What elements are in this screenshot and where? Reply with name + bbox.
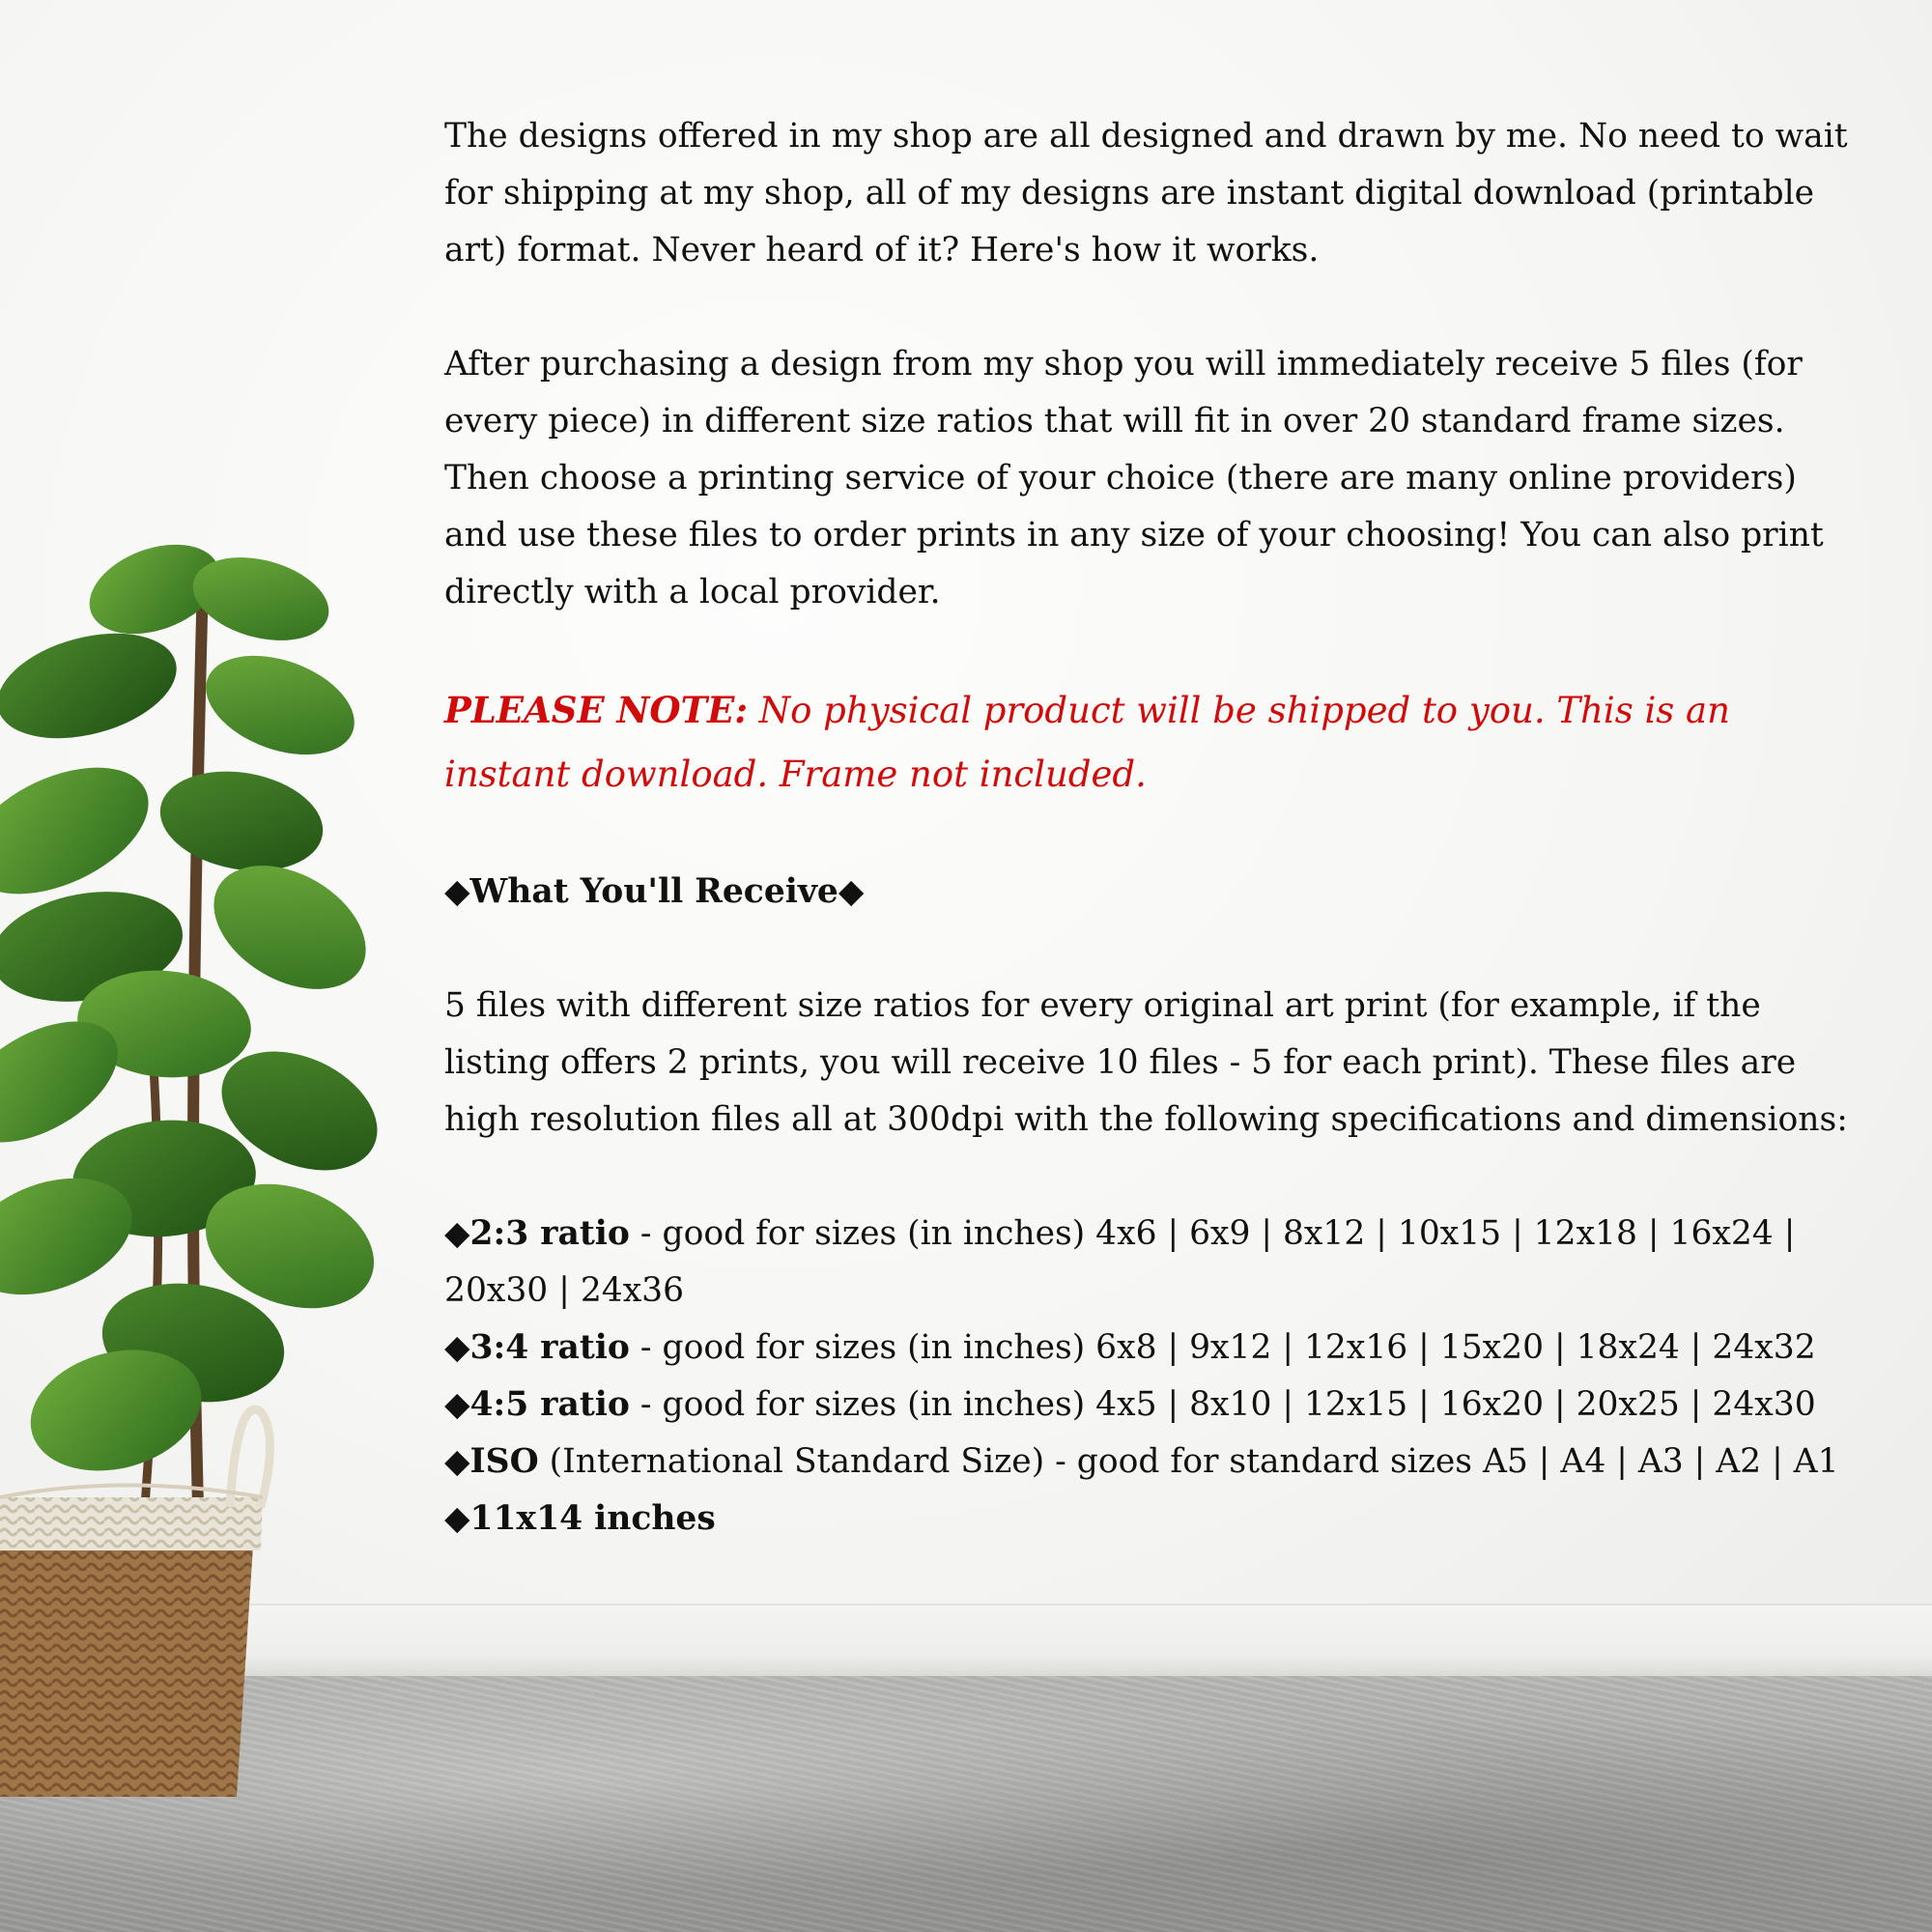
spec-item	[444, 1434, 1864, 1491]
diamond-icon: ◆	[444, 1442, 470, 1481]
spec-item	[444, 1377, 1864, 1434]
spec-item	[444, 1320, 1864, 1377]
intro-paragraph-2: After purchasing a design from my shop you will immediately receive 5 files (for every piece) in different size ratios that will fit in over 20 standard frame sizes. Then choose a printing service of your choice (there are many online providers) and use these files to order prints in any size of your choosing! You can also print directly with a local provider.	[444, 345, 1824, 611]
diamond-icon: ◆	[444, 1214, 470, 1253]
listing-description	[444, 108, 1864, 1548]
diamond-icon: ◆	[444, 872, 470, 911]
diamond-icon: ◆	[444, 1385, 470, 1424]
spec-text: - good for sizes (in inches) 6x8 | 9x12 | 12x16 | 15x20 | 18x24 | 24x32	[629, 1328, 1816, 1367]
potted-fiddle-leaf-plant	[0, 541, 415, 1797]
spec-text: (International Standard Size) - good for standard sizes A5 | A4 | A3 | A2 | A1	[538, 1442, 1839, 1481]
what-youll-receive-heading	[444, 864, 1864, 921]
receive-description: 5 files with different size ratios for every original art print (for example, if the listing offers 2 prints, you will receive 10 files - 5 for each print). These files are high resolution files all at 300dpi with the following specifications and dimensions:	[444, 986, 1848, 1139]
please-note-text: No physical product will be shipped to you. This is an instant download. Frame not included.	[444, 690, 1730, 795]
please-note-label: PLEASE NOTE:	[444, 689, 748, 731]
diamond-icon: ◆	[444, 1499, 470, 1538]
diamond-icon: ◆	[444, 1328, 470, 1367]
spec-item	[444, 1491, 1864, 1548]
diamond-icon: ◆	[838, 872, 865, 911]
intro-paragraph-1: The designs offered in my shop are all designed and drawn by me. No need to wait for shipping at my shop, all of my designs are instant digital download (printable art) format. Never heard of it? Here's how it works.	[444, 117, 1848, 270]
spec-label: 11x14 inches	[469, 1499, 716, 1538]
spec-label: 2:3 ratio	[469, 1214, 630, 1253]
please-note	[444, 678, 1864, 807]
heading-text: What You'll Receive	[469, 872, 838, 911]
spec-label: 3:4 ratio	[469, 1328, 630, 1367]
spec-text: - good for sizes (in inches) 4x6 | 6x9 | 8x12 | 10x15 | 12x18 | 16x24 | 20x30 | 24x36	[444, 1214, 1796, 1310]
spec-text: - good for sizes (in inches) 4x5 | 8x10 | 12x15 | 16x20 | 20x25 | 24x30	[629, 1385, 1816, 1424]
spec-label: ISO	[469, 1442, 539, 1481]
spec-item	[444, 1206, 1864, 1320]
spec-label: 4:5 ratio	[469, 1385, 630, 1424]
